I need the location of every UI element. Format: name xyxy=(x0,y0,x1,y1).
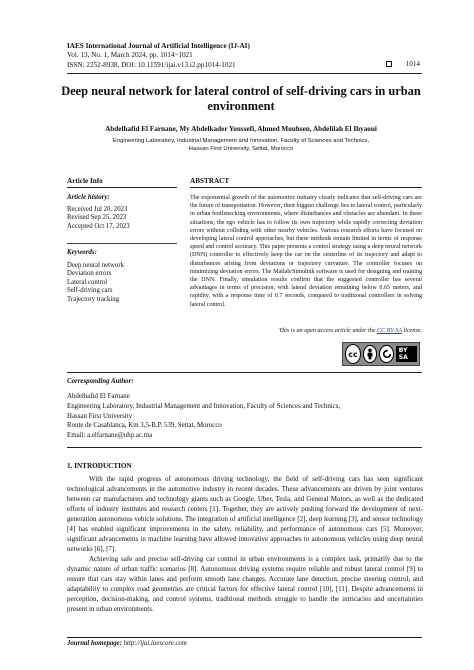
journal-header xyxy=(67,42,397,70)
accepted-date: Accepted Oct 17, 2023 xyxy=(67,222,130,230)
footer-rule xyxy=(67,637,422,638)
journal-volume: Vol. 13, No. 1, March 2024, pp. 1014~1021 xyxy=(67,51,193,60)
history-heading: Article history: xyxy=(67,194,110,201)
corresponding-affiliation: Engineering Laboratory, Industrial Management and Innovation, Faculty of Sciences and Technics, xyxy=(67,402,341,410)
introduction-paragraph-2: Achieving safe and precise self-driving car control in urban environments is a complex task, primarily due to the dynamic nature of urban traffic scenarios [8]. Autonomous driving systems require reliable and robust lateral control [9] to ensure that cars stay within lanes and perform smooth lane changes. Accurate lane detection, precise steering control, and adaptability to complex road geometries are critical factors for effective lateral control [10], [11]. Despite advancements in perception, decision-making, and control systems, traditional methods struggle to handle the intricacies and uncertainties present in urban environments. xyxy=(67,555,423,613)
keywords-divider xyxy=(67,243,177,244)
abstract-rule xyxy=(190,187,422,188)
keywords-list xyxy=(67,262,124,304)
journal-issn: ISSN: 2252-8938, DOI: 10.11591/ijai.v13.i2.pp1014-1021 xyxy=(67,60,236,69)
keyword-item: Self-driving cars xyxy=(67,287,113,295)
open-access-suffix: license. xyxy=(402,328,422,334)
corresponding-university: Hassan First University xyxy=(67,412,133,420)
corresponding-email: Email: a.elfarnane@uhp.ac.ma xyxy=(67,432,153,440)
corresponding-name: Abdelhafid El Farnane xyxy=(67,393,130,400)
keyword-item: Lateral control xyxy=(67,278,108,286)
attribution-icon xyxy=(363,345,377,363)
article-info-heading: Article Info xyxy=(67,177,103,185)
article-info-rule xyxy=(67,187,177,188)
corresponding-address: Route de Casablanca, Km 3,5-B.P. 539. Settat, Morocco xyxy=(67,422,222,430)
introduction-heading: 1. INTRODUCTION xyxy=(67,462,132,470)
keyword-item: Trajectory tracking xyxy=(67,295,120,303)
introduction-paragraph-1: With the rapid progress of autonomous driving technology, the field of self-driving cars has seen significant technological advancements in the automotive industry in recent decades. These advancements are driven by joint ventures between car manufacturers and technology giants such as Google, Uber, Tesla, and General Motors, as well as the dedicated efforts of industry institutes and research centers [1]. Together, they are actively pushing forward the development of next-generation autonomous vehicle solutions. The integration of artificial intelligence [2], deep learning [3], and sensor technology [4] has enabled significant improvements in the safety, reliability, and performance of autonomous cars [5]. Moreover, significant advancements in machine learning have allowed innovative approaches to autonomous vehicles using deep neural networks [6], [7]. xyxy=(67,475,423,553)
page-number-area xyxy=(386,60,420,68)
open-access-note xyxy=(190,328,422,334)
affiliation xyxy=(60,138,422,153)
paper-title: Deep neural network for lateral control of self-driving cars in urban environment xyxy=(61,84,421,113)
affiliation-line: Engineering Laboratory, Industrial Management and Innovation, Faculty of Sciences and Technics, xyxy=(112,138,370,144)
received-date: Received Jul 20, 2023 xyxy=(67,206,128,213)
abstract-text: The exponential growth of the automotive industry clearly indicates that self-driving cars are the future of transportation. However, their biggest challenge lies in lateral control, particularly in urban bottlenecking environments, where disturbances and obstacles are abundant. In these situations, the ego vehicle has to follow its own trajectory while rapidly correcting deviation errors without colliding with other nearby vehicles. Various research efforts have focused on developing lateral control approaches, but these methods remain limited in terms of response speed and control accuracy. This paper presents a control strategy using a deep neural network (DNN) controller to effectively keep the car on the centerline of its trajectory and adapt to disturbances arising from deviations or trajectory curvature. The controller focuses on minimizing deviation errors. The Matlab/Simulink software is used for designing and training the DNN. Finally, simulation results confirm that the suggested controller has several advantages in terms of precision, with lateral deviation remaining below 0.65 meters, and rapidity, with a response time of 0.7 seconds, compared to traditional controllers in solving lateral control. xyxy=(190,195,422,308)
person-icon xyxy=(365,348,375,360)
homepage-label: Journal homepage xyxy=(67,640,120,647)
corresponding-rule xyxy=(67,447,422,448)
keyword-item: Deep neural network xyxy=(67,262,124,269)
header-divider xyxy=(67,73,422,74)
corresponding-details xyxy=(67,392,422,441)
share-alike-icon xyxy=(379,345,393,363)
author-list: Abdelhafid El Farnane, My Abdelkader Youssefi, Ahmed Mouhsen, Abdelilah El Ihyaoui xyxy=(105,125,377,133)
open-access-prefix: This is an open access article under the xyxy=(278,328,378,334)
revised-date: Revised Sep 25, 2023 xyxy=(67,214,127,222)
section-divider xyxy=(67,372,422,373)
keywords-heading: Keywords: xyxy=(67,249,97,256)
license-link[interactable]: CC BY-SA xyxy=(377,328,403,334)
abstract-heading: ABSTRACT xyxy=(190,177,230,185)
page-marker-icon xyxy=(386,61,392,67)
corresponding-heading: Corresponding Author: xyxy=(67,378,134,385)
journal-name: IAES International Journal of Artificial Intelligence (IJ-AI) xyxy=(67,42,250,50)
cc-badge-label: BY SA xyxy=(396,346,417,362)
journal-homepage: Journal homepage: http://ijai.iaescore.com xyxy=(67,640,187,647)
history-list xyxy=(67,206,130,231)
circular-arrow-icon xyxy=(381,348,393,360)
keyword-item: Deviation errors xyxy=(67,270,112,278)
cc-license-badge[interactable] xyxy=(342,342,420,366)
homepage-url[interactable]: http://ijai.iaescore.com xyxy=(123,640,187,647)
page-number: 1014 xyxy=(405,60,420,68)
creative-commons-icon: cc xyxy=(345,344,361,364)
affiliation-line: Hassan First University, Settat, Morocco xyxy=(188,145,294,152)
